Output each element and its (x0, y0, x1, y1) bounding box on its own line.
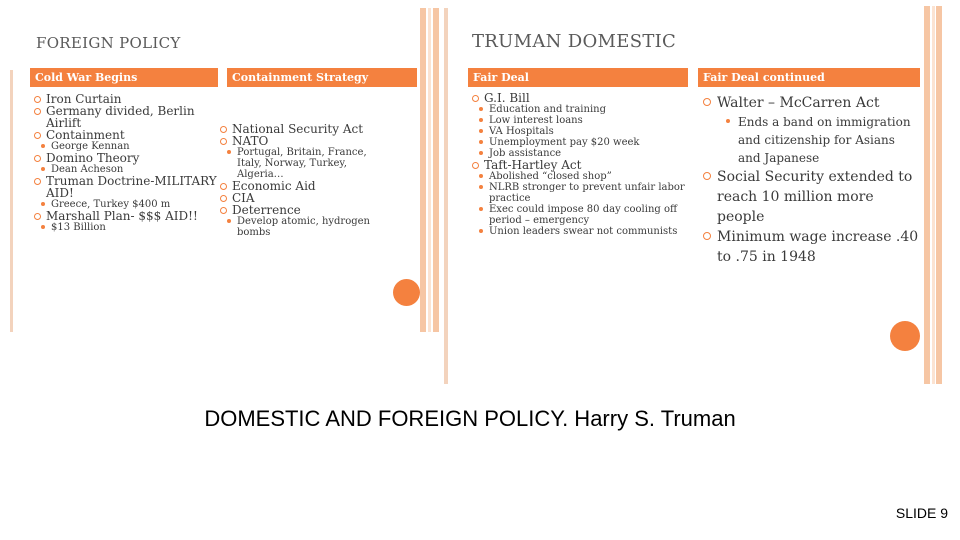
list-item: Domino Theory (33, 152, 221, 164)
list-item: Containment (33, 129, 221, 141)
foreign-policy-slide (0, 0, 440, 384)
fair-deal-header: Fair Deal (468, 68, 688, 87)
sub-list-item: NLRB stronger to prevent unfair labor practice (471, 182, 685, 204)
left-edge-stripe (10, 70, 13, 332)
fair-deal-list (471, 92, 685, 237)
sub-list-item: Unemployment pay $20 week (471, 137, 685, 148)
fair-deal-continued-list (702, 93, 920, 267)
right-edge-stripe-light (428, 8, 431, 332)
list-item: CIA (219, 192, 391, 204)
sub-list-item: Portugal, Britain, France, Italy, Norway, Turkey, Algeria… (219, 147, 391, 180)
cold-war-list (33, 93, 221, 233)
cold-war-begins-header: Cold War Begins (30, 68, 218, 87)
sub-list-item: Abolished “closed shop” (471, 171, 685, 182)
list-item: Minimum wage increase .40 to .75 in 1948 (702, 227, 920, 267)
sub-list-item: Low interest loans (471, 115, 685, 126)
right-edge-stripe-2 (433, 8, 439, 332)
list-item: Germany divided, Berlin Airlift (33, 105, 221, 129)
sub-list-item: Develop atomic, hydrogen bombs (219, 216, 391, 238)
list-item: G.I. Bill (471, 92, 685, 104)
list-item: Taft-Hartley Act (471, 159, 685, 171)
list-item: National Security Act (219, 123, 391, 135)
sub-list-item: $13 Billion (33, 222, 221, 233)
list-item: Marshall Plan- $$$ AID!! (33, 210, 221, 222)
right-edge-stripe (420, 8, 426, 332)
decorative-orange-circle (393, 279, 420, 306)
decorative-orange-circle (890, 321, 920, 351)
truman-domestic-title: TRUMAN DOMESTIC (472, 31, 677, 52)
containment-list (219, 123, 391, 238)
sub-list-item: Job assistance (471, 148, 685, 159)
containment-strategy-header: Containment Strategy (227, 68, 417, 87)
sub-list-item: Education and training (471, 104, 685, 115)
fair-deal-continued-header: Fair Deal continued (698, 68, 920, 87)
right-edge-stripe (924, 6, 930, 384)
page-caption: DOMESTIC AND FOREIGN POLICY. Harry S. Truman (204, 406, 736, 431)
list-item: Iron Curtain (33, 93, 221, 105)
list-item: Economic Aid (219, 180, 391, 192)
list-item: NATO (219, 135, 391, 147)
truman-domestic-slide (444, 0, 946, 384)
list-item: Walter – McCarren Act (702, 93, 920, 113)
sub-list-item: George Kennan (33, 141, 221, 152)
list-item: Truman Doctrine-MILITARY AID! (33, 175, 221, 199)
sub-list-item: VA Hospitals (471, 126, 685, 137)
foreign-policy-title: FOREIGN POLICY (36, 34, 181, 52)
left-edge-stripe (444, 8, 448, 384)
right-edge-stripe-light (932, 6, 935, 384)
sub-list-item: Exec could impose 80 day cooling off period – emergency (471, 204, 685, 226)
sub-list-item: Ends a band on immigration and citizenship for Asians and Japanese (702, 113, 920, 167)
list-item: Social Security extended to reach 10 million more people (702, 167, 920, 227)
sub-list-item: Greece, Turkey $400 m (33, 199, 221, 210)
list-item: Deterrence (219, 204, 391, 216)
slide-number: SLIDE 9 (895, 505, 948, 521)
sub-list-item: Union leaders swear not communists (471, 226, 685, 237)
right-edge-stripe-2 (936, 6, 942, 384)
sub-list-item: Dean Acheson (33, 164, 221, 175)
